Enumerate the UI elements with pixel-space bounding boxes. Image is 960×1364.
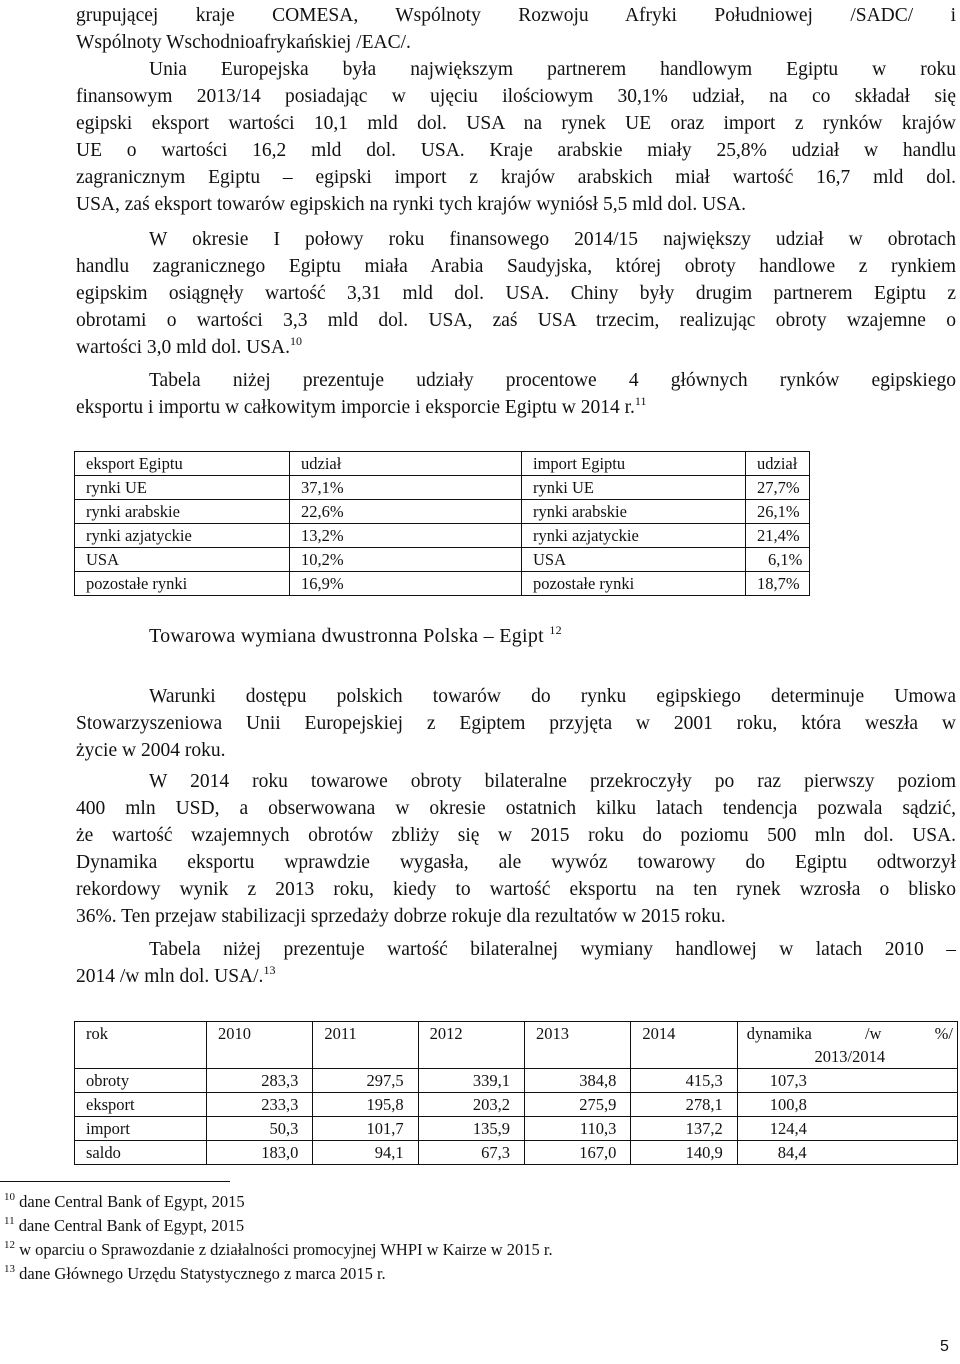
table-cell: 107,3 [737, 1069, 957, 1093]
table-cell: 84,4 [737, 1141, 957, 1165]
footnote-text: dane Central Bank of Egypt, 2015 [19, 1192, 245, 1211]
table-row [75, 524, 810, 548]
footnote-ref: 12 [549, 623, 562, 637]
table-cell: 384,8 [524, 1069, 630, 1093]
dynamics-header-period: 2013/2014 [814, 1047, 886, 1066]
table-header-cell-dynamics [737, 1022, 957, 1069]
footnote-ref: 10 [289, 334, 302, 348]
text-line: grupującej kraje COMESA, Wspólnoty Rozwoju Afryki Południowej /SADC/ i [76, 5, 956, 26]
table-cell: 297,5 [313, 1069, 418, 1093]
footnote-number: 11 [4, 1215, 15, 1227]
table-row [75, 572, 810, 596]
footnote-number: 10 [4, 1191, 15, 1203]
table-cell: pozostałe rynki [522, 572, 746, 596]
table-cell: 339,1 [418, 1069, 524, 1093]
table-row [75, 1141, 958, 1165]
table-cell: 27,7% [746, 476, 810, 500]
table-row [75, 500, 810, 524]
paragraph-association-agreement [76, 683, 956, 764]
table-cell: 278,1 [631, 1093, 737, 1117]
text-line: USA, zaś eksport towarów egipskich na rynki tych krajów wyniósł 5,5 mld dol. USA. [76, 194, 746, 215]
dynamics-header-line: dynamika /w %/ [746, 1024, 953, 1043]
table-cell: 183,0 [207, 1141, 313, 1165]
table-cell: 415,3 [631, 1069, 737, 1093]
footnote [4, 1240, 553, 1260]
table-cell: 6,1% [746, 548, 810, 572]
footnote-ref: 11 [634, 394, 647, 408]
table-cell: 94,1 [313, 1141, 418, 1165]
table-cell: USA [75, 548, 290, 572]
text-line: Warunki dostępu polskich towarów do rynku egipskiego determinuje Umowa [149, 686, 956, 707]
text-line: zagranicznym Egiptu – egipski import z krajów arabskich miał wartość 16,7 mld dol. [76, 167, 956, 188]
table-cell: 203,2 [418, 1093, 524, 1117]
bilateral-trade-table [74, 1021, 958, 1165]
table-header-cell: 2014 [631, 1022, 737, 1069]
text-line: Tabela niżej prezentuje udziały procentowe 4 głównych rynków egipskiego [149, 370, 956, 391]
paragraph-table-intro [76, 367, 956, 421]
table-row [75, 476, 810, 500]
table-header-row [75, 1022, 958, 1069]
table-cell: 10,2% [290, 548, 522, 572]
footnote-number: 13 [4, 1263, 15, 1275]
text-line: 36%. Ten przejaw stabilizacji sprzedaży dobrze rokuje dla rezultatów w 2015 roku. [76, 906, 726, 927]
table-cell: rynki arabskie [522, 500, 746, 524]
text-line: 400 mln USD, a obserwowana w okresie ostatnich kilku latach tendencja pozwala sądzić, [76, 798, 956, 819]
text-line: Stowarzyszeniowa Unii Europejskiej z Egiptem przyjęta w 2001 roku, która weszła w [76, 713, 956, 734]
text-line: Unia Europejska była największym partnerem handlowym Egiptu w roku [149, 59, 956, 80]
section-heading-text: Towarowa wymiana dwustronna Polska – Egipt [149, 625, 545, 647]
table-cell: 37,1% [290, 476, 522, 500]
table-cell: rynki UE [75, 476, 290, 500]
footnote-text: dane Central Bank of Egypt, 2015 [18, 1216, 245, 1235]
table-cell: import [75, 1117, 207, 1141]
table-cell: 16,9% [290, 572, 522, 596]
text-line: egipskim osiągnęły wartość 3,31 mld dol. USA. Chiny były drugim partnerem Egiptu z [76, 283, 956, 304]
footnote-ref: 13 [263, 963, 276, 977]
table-cell: 124,4 [737, 1117, 957, 1141]
table-cell: rynki azjatyckie [522, 524, 746, 548]
table-header-cell: 2012 [418, 1022, 524, 1069]
table-cell: 50,3 [207, 1117, 313, 1141]
text-line: życie w 2004 roku. [76, 740, 226, 761]
table-row [75, 548, 810, 572]
text-line [76, 394, 956, 421]
text-line [76, 334, 956, 361]
text-line: finansowym 2013/14 posiadając w ujęciu ilościowym 30,1% udział, na co składał się [76, 86, 956, 107]
table-cell: USA [522, 548, 746, 572]
table-cell: 167,0 [524, 1141, 630, 1165]
table-header-cell: 2013 [524, 1022, 630, 1069]
paragraph-comesa [76, 2, 956, 56]
table-cell: 13,2% [290, 524, 522, 548]
text-line: Wspólnoty Wschodnioafrykańskiej /EAC/. [76, 32, 411, 53]
market-share-table [74, 451, 810, 596]
table-cell: saldo [75, 1141, 207, 1165]
table-cell: rynki arabskie [75, 500, 290, 524]
table-cell: 137,2 [631, 1117, 737, 1141]
text-line: rekordowy wynik z 2013 roku, kiedy to wartość eksportu na ten rynek wzrosła o blisko [76, 879, 956, 900]
text-line: że wartość wzajemnych obrotów zbliży się w 2015 roku do poziomu 500 mln dol. USA. [76, 825, 956, 846]
text-line: UE o wartości 16,2 mld dol. USA. Kraje arabskie miały 25,8% udział w handlu [76, 140, 956, 161]
table-cell: 135,9 [418, 1117, 524, 1141]
text-line-body: wartości 3,0 mld dol. USA. [76, 337, 290, 358]
paragraph-bilateral-trade [76, 768, 956, 930]
table-cell: 21,4% [746, 524, 810, 548]
table-row [75, 1117, 958, 1141]
table-header-row [75, 452, 810, 476]
table-row [75, 1069, 958, 1093]
text-line: W 2014 roku towarowe obroty bilateralne przekroczyły po raz pierwszy poziom [149, 771, 956, 792]
table-cell: obroty [75, 1069, 207, 1093]
footnote-text: dane Głównego Urzędu Statystycznego z marca 2015 r. [19, 1264, 386, 1283]
table-cell: 22,6% [290, 500, 522, 524]
table-header-cell: udział [746, 452, 810, 476]
text-line-body: 2014 /w mln dol. USA/. [76, 966, 264, 987]
table-header-cell: 2011 [313, 1022, 418, 1069]
table-header-cell: eksport Egiptu [75, 452, 290, 476]
text-line-body: eksportu i importu w całkowitym imporcie i eksporcie Egiptu w 2014 r. [76, 397, 635, 418]
text-line: egipski eksport wartości 10,1 mld dol. USA na rynek UE oraz import z rynków krajów [76, 113, 956, 134]
paragraph-trade-table-intro [76, 936, 956, 990]
table-cell: 100,8 [737, 1093, 957, 1117]
table-row [75, 1093, 958, 1117]
table-cell: 26,1% [746, 500, 810, 524]
table-header-cell: import Egiptu [522, 452, 746, 476]
text-line: Tabela niżej prezentuje wartość bilateralnej wymiany handlowej w latach 2010 – [149, 939, 956, 960]
table-cell: 67,3 [418, 1141, 524, 1165]
footnote-text: w oparciu o Sprawozdanie z działalności promocyjnej WHPI w Kairze w 2015 r. [19, 1240, 553, 1259]
table-cell: 18,7% [746, 572, 810, 596]
table-cell: 140,9 [631, 1141, 737, 1165]
footnote-separator [0, 1181, 230, 1182]
paragraph-first-half [76, 226, 956, 361]
table-cell: 283,3 [207, 1069, 313, 1093]
table-cell: 101,7 [313, 1117, 418, 1141]
section-heading [149, 625, 562, 648]
table-cell: 275,9 [524, 1093, 630, 1117]
table-cell: rynki azjatyckie [75, 524, 290, 548]
text-line: W okresie I połowy roku finansowego 2014/15 największy udział w obrotach [149, 229, 956, 250]
table-header-cell: udział [290, 452, 522, 476]
table-header-cell: rok [75, 1022, 207, 1069]
page-number: 5 [940, 1338, 949, 1355]
table-cell: 233,3 [207, 1093, 313, 1117]
text-line: obrotami o wartości 3,3 mld dol. USA, zaś USA trzecim, realizując obroty wzajemne o [76, 310, 956, 331]
text-line: handlu zagranicznego Egiptu miała Arabia Saudyjska, której obroty handlowe z rynkiem [76, 256, 956, 277]
table-header-cell: 2010 [207, 1022, 313, 1069]
text-line: Dynamika eksportu wprawdzie wygasła, ale wywóz towarowy do Egiptu odtworzył [76, 852, 956, 873]
table-cell: 110,3 [524, 1117, 630, 1141]
paragraph-eu-trade [76, 56, 956, 218]
footnote [4, 1216, 244, 1236]
table-cell: eksport [75, 1093, 207, 1117]
table-cell: pozostałe rynki [75, 572, 290, 596]
table-cell: rynki UE [522, 476, 746, 500]
text-line [76, 963, 956, 990]
footnote-number: 12 [4, 1239, 15, 1251]
table-cell: 195,8 [313, 1093, 418, 1117]
footnote [4, 1192, 245, 1212]
footnote [4, 1264, 386, 1284]
